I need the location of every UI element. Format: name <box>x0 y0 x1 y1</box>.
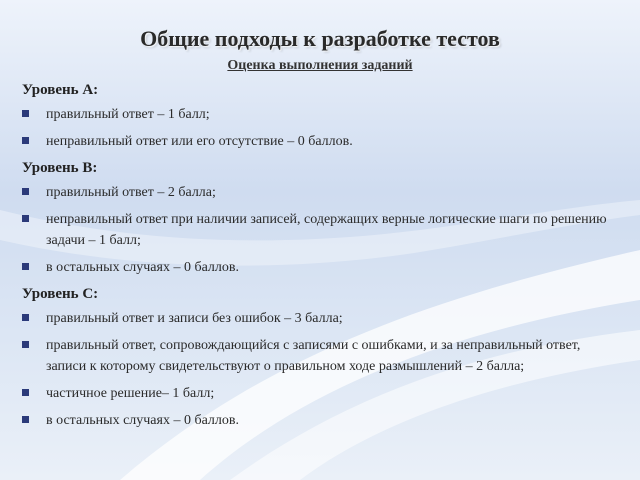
bullet-icon <box>22 137 29 144</box>
slide-subtitle: Оценка выполнения заданий <box>227 58 413 73</box>
bullet-icon <box>22 341 29 348</box>
level-c-item-1 <box>22 308 622 329</box>
level-a-heading: Уровень А: <box>22 82 99 98</box>
slide-title: Общие подходы к разработке тестов <box>140 26 500 51</box>
level-b-item-3 <box>22 257 622 278</box>
level-c-item-2 <box>22 335 622 377</box>
bullet-icon <box>22 263 29 270</box>
level-b-heading: Уровень В: <box>22 160 98 176</box>
bullet-icon <box>22 416 29 423</box>
bullet-icon <box>22 389 29 396</box>
level-c-item-3 <box>22 383 622 404</box>
item-text: в остальных случаях – 0 баллов. <box>46 260 240 275</box>
item-text: правильный ответ – 1 балл; <box>46 107 210 122</box>
item-text: частичное решение– 1 балл; <box>46 386 215 401</box>
level-a-item-2 <box>22 131 622 152</box>
bullet-icon <box>22 188 29 195</box>
level-a-item-1 <box>22 104 622 125</box>
bullet-icon <box>22 215 29 222</box>
level-b-item-2 <box>22 209 622 251</box>
level-b-item-1 <box>22 182 622 203</box>
item-text: правильный ответ – 2 балла; <box>46 185 216 200</box>
item-text: неправильный ответ при наличии записей, содержащих верные логические шаги по решению задачи – 1 балл; <box>46 212 607 248</box>
level-c-item-4 <box>22 410 622 431</box>
item-text: в остальных случаях – 0 баллов. <box>46 413 240 428</box>
level-c-heading: Уровень С: <box>22 286 99 302</box>
bullet-icon <box>22 110 29 117</box>
item-text: правильный ответ и записи без ошибок – 3 балла; <box>46 311 343 326</box>
item-text: правильный ответ, сопровождающийся с записями с ошибками, и за неправильный ответ, записи к которому свидетельствуют о правильном ходе размышлений – 2 балла; <box>46 338 581 374</box>
bullet-icon <box>22 314 29 321</box>
item-text: неправильный ответ или его отсутствие – 0 баллов. <box>46 134 353 149</box>
slide-content <box>22 80 622 437</box>
